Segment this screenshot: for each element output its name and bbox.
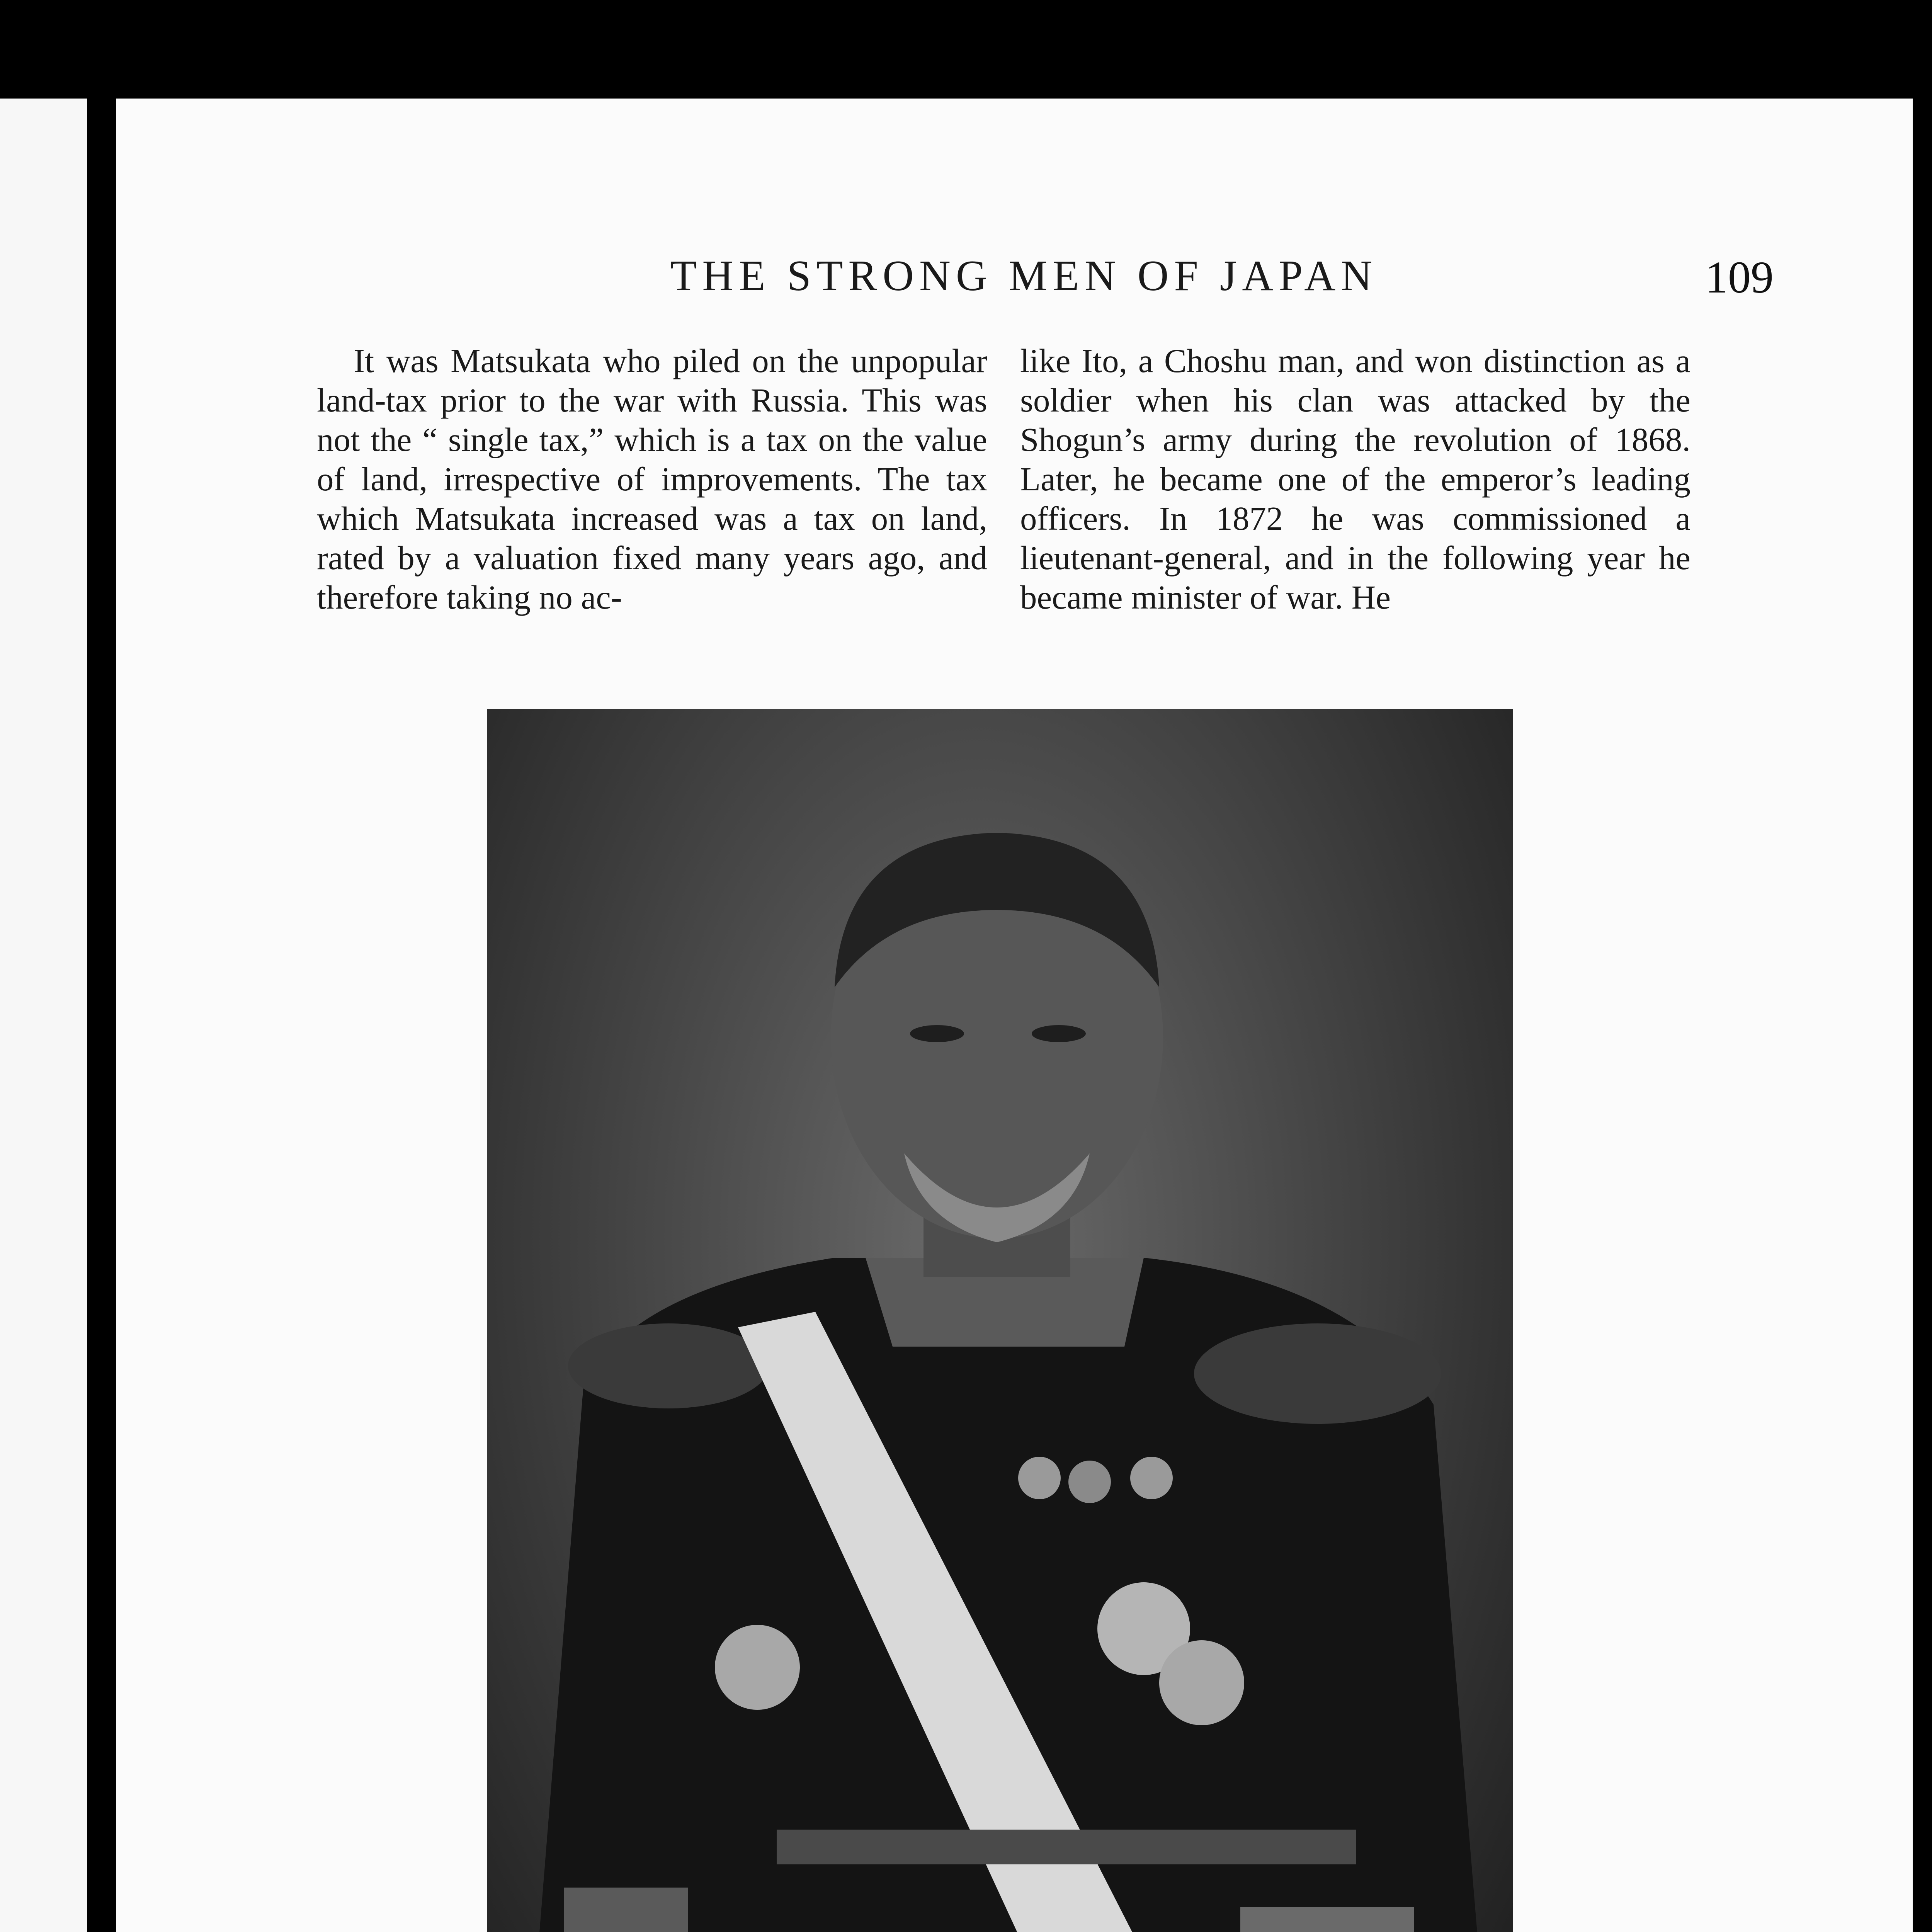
page-number: 109	[1705, 252, 1774, 303]
portrait-illustration	[487, 709, 1513, 1932]
column-top-left	[317, 341, 987, 617]
running-header	[116, 251, 1913, 317]
previous-page-edge	[0, 99, 87, 1932]
running-title: THE STRONG MEN OF JAPAN	[670, 252, 1378, 300]
portrait-photo	[487, 709, 1513, 1932]
paragraph: like Ito, a Choshu man, and won distinction as a soldier when his clan was attacked by the Shogun’s army during the revolution of 1868. Later, he became one of the emperor’s leading officers. In 1872 he was commissioned a lieutenant-general, and in the following year he became minister of war. He	[1020, 342, 1690, 616]
paragraph: It was Matsukata who piled on the unpopular land-tax prior to the war with Russia. This was not the “ single tax,” which is a tax on the value of land, irrespective of improvements. The tax which Matsukata increased was a tax on land, rated by a valuation fixed many years ago, and therefore taking no ac-	[317, 342, 987, 616]
column-top-right	[1020, 341, 1690, 617]
book-page	[116, 99, 1913, 1932]
